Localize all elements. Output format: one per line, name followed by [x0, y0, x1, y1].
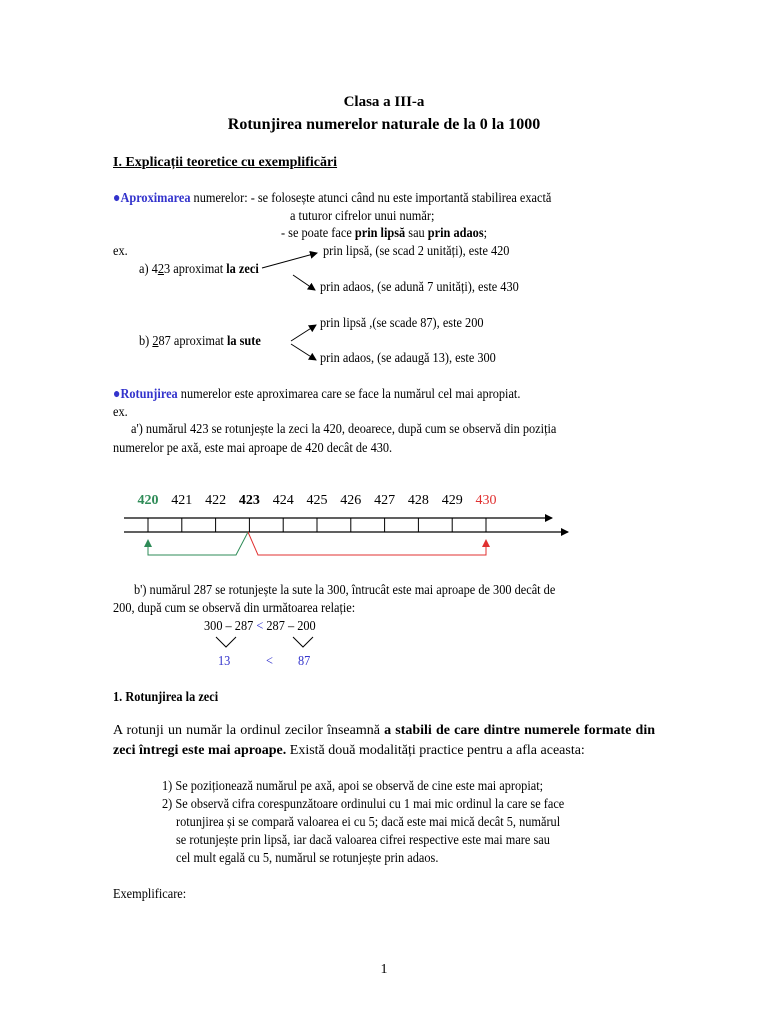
tens-paragraph: A rotunji un număr la ordinul zecilor înseamnă a stabili de care dintre numerele formate din zeci întregi este mai aproape. Există două modalități practice pentru a afla aceasta:: [113, 723, 655, 758]
number-line-label-426: 426: [340, 493, 362, 508]
example-a-adaos: prin adaos, (se adună 7 unități), este 430: [320, 280, 519, 295]
branch-b-adaos-arrow: [291, 344, 316, 360]
rounding-b-line-1: b') numărul 287 se rotunjește la sute la 300, întrucât este mai aproape de 300 decât de: [134, 583, 556, 598]
distance-path-430: [248, 532, 486, 555]
number-line-label-420: 420: [137, 493, 159, 508]
approximation-term: ●Aproximarea: [113, 191, 191, 206]
result-left: 13: [218, 654, 231, 669]
approximation-ex: ex.: [113, 244, 128, 259]
number-line-label-423: 423: [238, 493, 260, 508]
page-number: 1: [380, 962, 388, 977]
section-heading-theory: I. Explicații teoretice cu exemplificări: [113, 155, 338, 170]
example-a-label: a) 423 aproximat la zeci: [139, 262, 259, 277]
example-b-adaos: prin adaos, (se adaugă 13), este 300: [320, 351, 496, 366]
comparison-expression: 300 – 287 < 287 – 200: [204, 619, 316, 634]
page-title: Rotunjirea numerelor naturale de la 0 la 1000: [227, 116, 541, 133]
tens-item-2-line-4: cel mult egală cu 5, numărul se rotunjește prin adaos.: [176, 851, 439, 866]
section-heading-tens: 1. Rotunjirea la zeci: [113, 690, 219, 705]
approximation-line-2: a tuturor cifrelor unui număr;: [290, 209, 435, 224]
number-line-label-429: 429: [441, 493, 463, 508]
result-lt: <: [266, 654, 273, 669]
number-line-label-424: 424: [272, 493, 294, 508]
tens-item-2-line-2: rotunjirea și se compară valoarea ei cu 5; dacă este mai mică decât 5, numărul: [176, 815, 561, 830]
branch-a-lipsa-arrow: [262, 253, 317, 268]
rounding-b-line-2: 200, după cum se observă din următoarea relație:: [113, 601, 356, 616]
brace-left: [216, 637, 236, 647]
number-line-label-427: 427: [374, 493, 396, 508]
tens-item-1: 1) Se poziționează numărul pe axă, apoi se observă de cine este mai apropiat;: [162, 779, 544, 794]
tens-item-2-line-1: 2) Se observă cifra corespunzătoare ordinului cu 1 mai mic ordinul la care se face: [162, 797, 565, 812]
branch-a-adaos-arrow: [293, 275, 315, 290]
rounding-ex: ex.: [113, 405, 128, 420]
class-label: Clasa a III-a: [343, 94, 425, 110]
number-line-label-425: 425: [306, 493, 328, 508]
result-right: 87: [298, 654, 311, 669]
rounding-term: ●Rotunjirea: [113, 387, 178, 402]
number-line-label-422: 422: [205, 493, 227, 508]
number-line-label-430: 430: [475, 493, 497, 508]
example-a-lipsa: prin lipsă, (se scad 2 unități), este 420: [323, 244, 510, 259]
approximation-line-3: - se poate face prin lipsă sau prin adaos;: [281, 226, 488, 241]
rounding-a-line-1: a') numărul 423 se rotunjește la zeci la 420, deoarece, după cum se observă din poziția: [131, 422, 557, 437]
number-line-label-421: 421: [171, 493, 193, 508]
brace-right: [293, 637, 313, 647]
number-line-label-428: 428: [407, 493, 429, 508]
approximation-line-1: ●Aproximarea numerelor: - se folosește atunci când nu este importantă stabilirea exactă: [113, 191, 552, 206]
example-label: Exemplificare:: [113, 887, 187, 902]
distance-path-420: [148, 532, 248, 555]
rounding-a-line-2: numerelor pe axă, este mai aproape de 420 decât de 430.: [113, 441, 393, 456]
example-b-label: b) 287 aproximat la sute: [139, 334, 261, 349]
branch-b-lipsa-arrow: [291, 325, 316, 341]
rounding-line-1: ●Rotunjirea numerelor este aproximarea care se face la numărul cel mai apropiat.: [113, 387, 521, 402]
tens-item-2-line-3: se rotunjește prin lipsă, iar dacă valoarea cifrei respective este mai mare sau: [176, 833, 550, 848]
example-b-lipsa: prin lipsă ,(se scade 87), este 200: [320, 316, 484, 331]
number-line-ticks: [148, 518, 486, 532]
